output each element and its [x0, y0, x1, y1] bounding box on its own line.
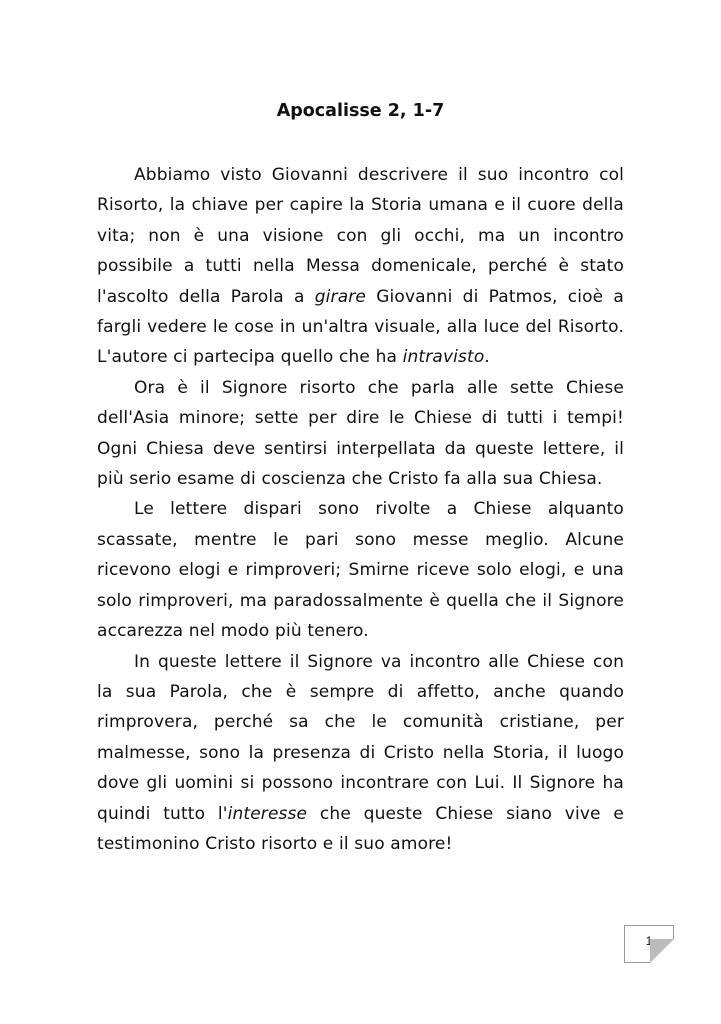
page-number: 1 — [645, 934, 653, 948]
text-segment: In queste lettere il Signore va incontro alle Chiese con la sua Parola, che è sempre di affetto, anche quando rimprovera, perché sa che le comunità cristiane, per malmesse, sono la presenza di Cristo nella Storia, il luogo dove gli uomini si possono incontrare con Lui. Il Signore ha quindi tutto l' — [97, 651, 624, 824]
text-segment: Le lettere dispari sono rivolte a Chiese alquanto scassate, mentre le pari sono messe meglio. Alcune ricevono elogi e rimproveri; Smirne riceve solo elogi, e una solo rimproveri, ma paradossalmente è quella che il Signore accarezza nel modo più tenero. — [97, 499, 624, 642]
italic-segment: girare — [314, 286, 367, 307]
document-body — [97, 160, 624, 859]
text-segment: Abbiamo visto Giovanni descrivere il suo incontro col Risorto, la chiave per capire la Storia umana e il cuore della vita; non è una visione con gli occhi, ma un incontro possibile a tutti nella Messa domenicale, perché è stato l'ascolto della Parola a — [97, 165, 624, 307]
paragraph — [97, 494, 624, 646]
page-curl-icon — [650, 939, 674, 963]
document-title: Apocalisse 2, 1-7 — [276, 101, 445, 121]
italic-segment: interesse — [227, 803, 308, 824]
page-number-box — [624, 925, 674, 963]
italic-segment: intravisto — [402, 347, 485, 368]
text-segment: . — [484, 347, 490, 368]
text-segment: che queste Chiese siano vive e testimonino Cristo risorto e il suo amore! — [97, 803, 624, 854]
paragraph — [97, 647, 624, 860]
paragraph — [97, 373, 624, 495]
text-segment: Ora è il Signore risorto che parla alle sette Chiese dell'Asia minore; sette per dire le Chiese di tutti i tempi! Ogni Chiesa deve sentirsi interpellata da queste lettere, il più serio esame di coscienza che Cristo fa alla sua Chiesa. — [97, 377, 624, 490]
paragraph — [97, 160, 624, 373]
text-segment: Giovanni di Patmos, cioè a fargli vedere le cose in un'altra visuale, alla luce del Risorto. L'autore ci partecipa quello che ha — [97, 286, 624, 368]
